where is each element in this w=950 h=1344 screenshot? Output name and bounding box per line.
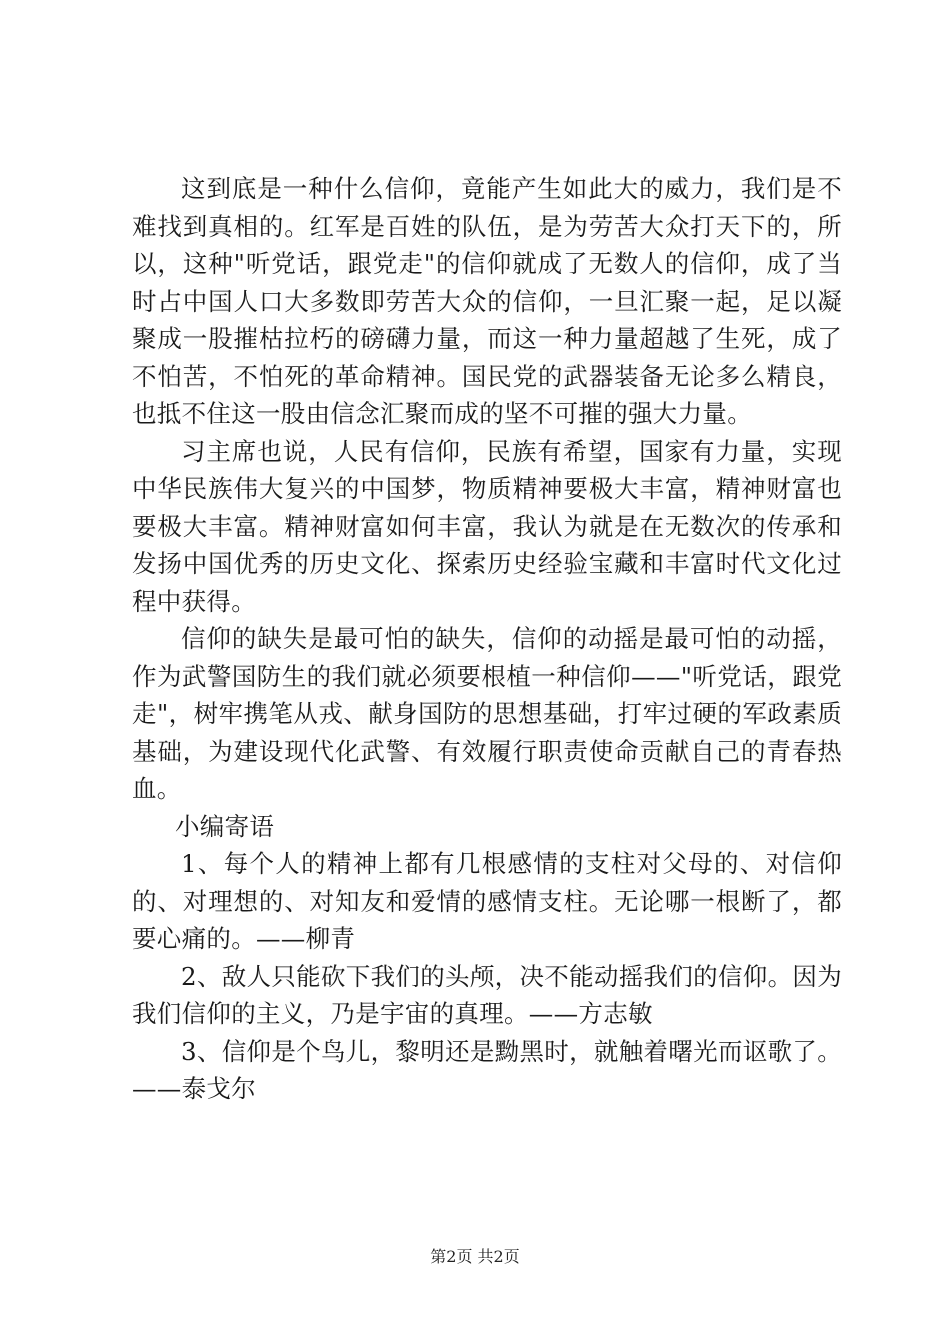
section-heading: 小编寄语 <box>175 811 275 841</box>
quote-item: 3、信仰是个鸟儿，黎明还是黝黑时，就触着曙光而讴歌了。——泰戈尔 <box>132 1036 842 1103</box>
body-paragraph: 习主席也说，人民有信仰，民族有希望，国家有力量，实现中华民族伟大复兴的中国梦，物质精神要极大丰富，精神财富也要极大丰富。精神财富如何丰富，我认为就是在无数次的传承和发扬中国优秀的历史文化、探索历史经验宝藏和丰富时代文化过程中获得。 <box>132 436 842 616</box>
body-paragraph: 信仰的缺失是最可怕的缺失，信仰的动摇是最可怕的动摇，作为武警国防生的我们就必须要根植一种信仰——"听党话，跟党走"，树牢携笔从戎、献身国防的思想基础，打牢过硬的军政素质基础，为建设现代化武警、有效履行职责使命贡献自己的青春热血。 <box>132 624 842 803</box>
document-body <box>132 170 842 1108</box>
body-paragraph: 这到底是一种什么信仰，竟能产生如此大的威力，我们是不难找到真相的。红军是百姓的队伍，是为劳苦大众打天下的，所以，这种"听党话，跟党走"的信仰就成了无数人的信仰，成了当时占中国人口大多数即劳苦大众的信仰，一旦汇聚一起，足以凝聚成一股摧枯拉朽的磅礴力量，而这一种力量超越了生死，成了不怕苦，不怕死的革命精神。国民党的武器装备无论多么精良，也抵不住这一股由信念汇聚而成的坚不可摧的强大力量。 <box>132 174 842 428</box>
page-number: 第2页 共2页 <box>430 1247 520 1266</box>
quote-item: 2、敌人只能砍下我们的头颅，决不能动摇我们的信仰。因为我们信仰的主义，乃是宇宙的真理。——方志敏 <box>132 961 842 1028</box>
quote-item: 1、每个人的精神上都有几根感情的支柱对父母的、对信仰的、对理想的、对知友和爱情的感情支柱。无论哪一根断了，都要心痛的。——柳青 <box>132 849 842 953</box>
page-footer <box>0 1244 950 1267</box>
